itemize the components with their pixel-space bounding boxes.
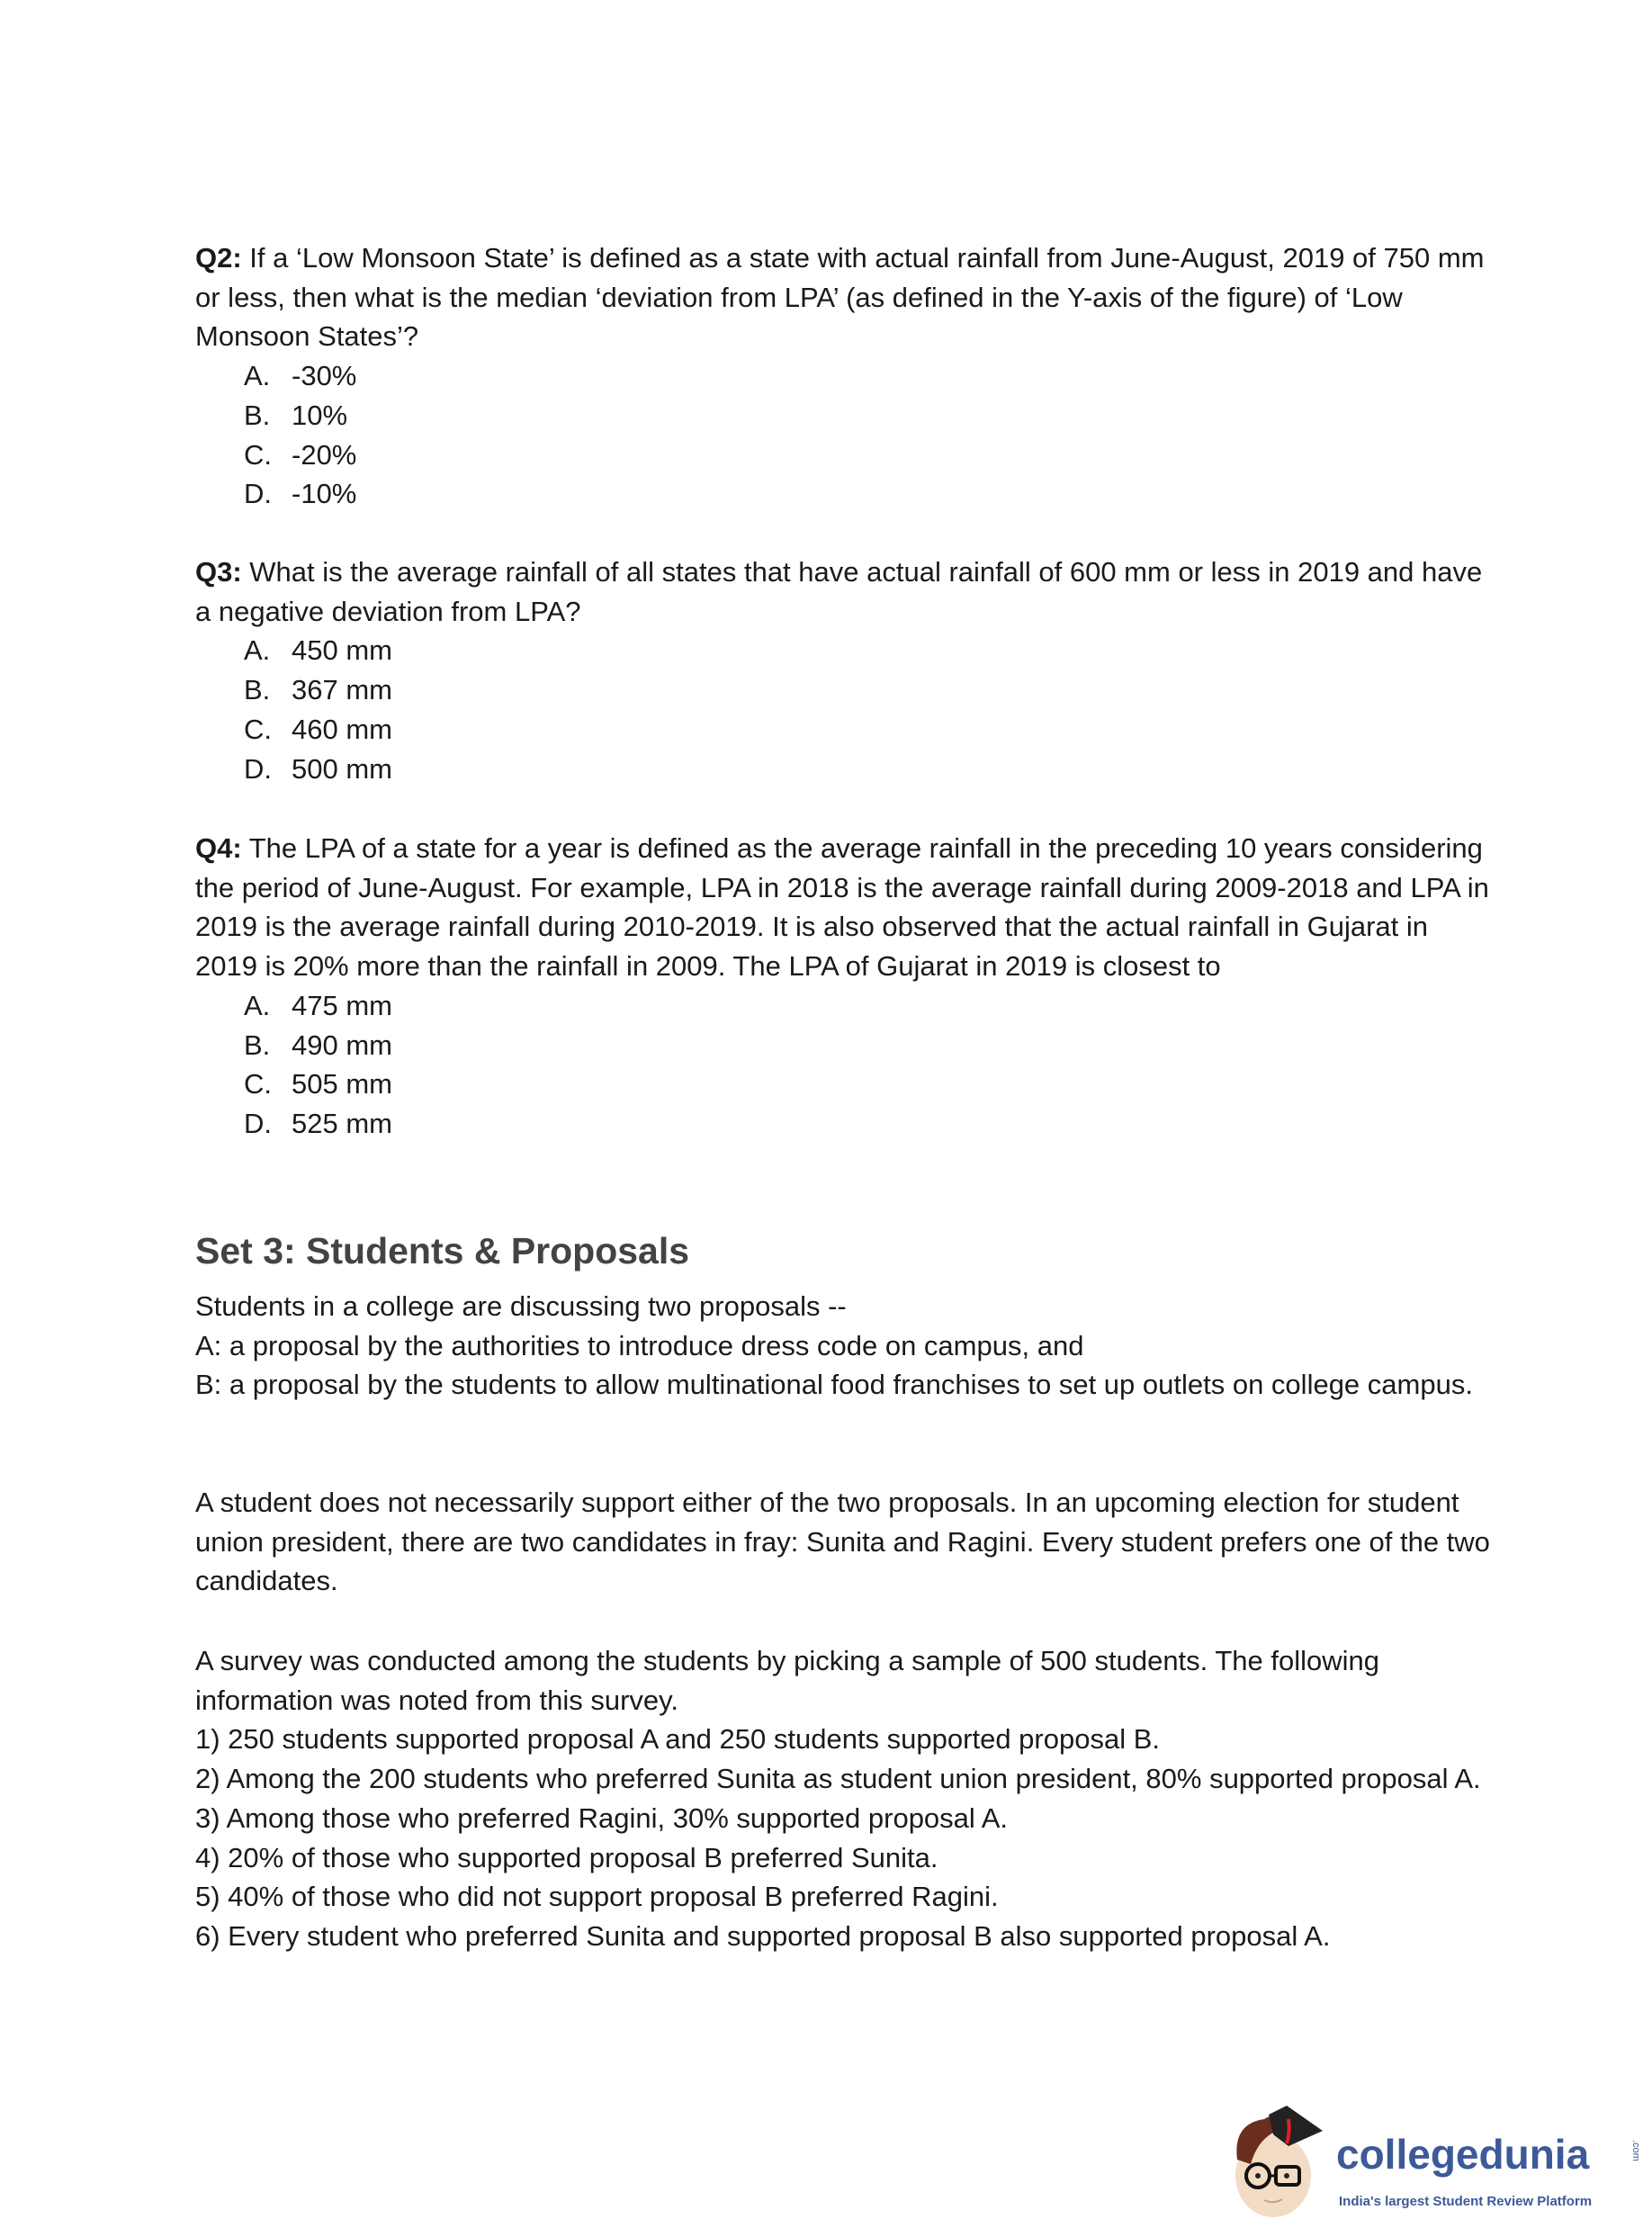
survey-fact: 2) Among the 200 students who preferred Sunita as student union president, 80% supported proposal A. xyxy=(195,1763,1481,1795)
brand-tagline: India's largest Student Review Platform xyxy=(1339,2194,1593,2209)
candidates-paragraph xyxy=(195,1483,1491,1601)
option-letter: D. xyxy=(244,478,272,510)
option xyxy=(195,474,1491,514)
question-4 xyxy=(195,829,1491,1144)
option xyxy=(195,750,1491,789)
intro-paragraph xyxy=(195,1287,1491,1405)
option-letter: A. xyxy=(244,360,271,392)
survey-fact: 3) Among those who preferred Ragini, 30% supported proposal A. xyxy=(195,1801,1008,1834)
option xyxy=(195,1104,1491,1144)
question-3-text xyxy=(195,553,1491,631)
option xyxy=(195,1065,1491,1104)
text-line: A student does not necessarily support either of the two proposals. In an upcoming election for student union president, there are two candidates in fray: Sunita and Ragini. Every student prefers one of the two candidates. xyxy=(195,1487,1490,1597)
option-text: 475 mm xyxy=(292,989,392,1021)
option-text: 450 mm xyxy=(292,634,392,667)
option-letter: C. xyxy=(244,713,272,745)
survey-fact: 1) 250 students supported proposal A and 250 students supported proposal B. xyxy=(195,1723,1160,1756)
option-text: 367 mm xyxy=(292,674,392,706)
option-text: 490 mm xyxy=(292,1029,392,1061)
option xyxy=(195,631,1491,670)
text-line: B: a proposal by the students to allow multinational food franchises to set up outlets on college campus. xyxy=(195,1369,1473,1401)
option xyxy=(195,1026,1491,1065)
option-text: -20% xyxy=(292,438,357,471)
option-letter: D. xyxy=(244,1107,272,1139)
option xyxy=(195,356,1491,396)
options-list xyxy=(195,631,1491,788)
text-line: Students in a college are discussing two proposals -- xyxy=(195,1290,847,1322)
question-label: Q3: xyxy=(195,556,242,588)
question-3 xyxy=(195,553,1491,788)
text-line: A survey was conducted among the students by picking a sample of 500 students. The following information was noted from this survey. xyxy=(195,1645,1379,1716)
question-body: What is the average rainfall of all states that have actual rainfall of 600 mm or less in 2019 and have a negative deviation from LPA? xyxy=(195,556,1483,627)
section-heading: Set 3: Students & Proposals xyxy=(195,1230,690,1271)
option-text: 500 mm xyxy=(292,752,392,785)
brand-suffix: .com xyxy=(1630,2140,1641,2161)
option-text: 10% xyxy=(292,399,348,431)
option xyxy=(195,670,1491,710)
option-letter: B. xyxy=(244,674,271,706)
option-letter: C. xyxy=(244,438,272,471)
student-mascot-icon xyxy=(1224,2097,1336,2223)
survey-fact: 6) Every student who preferred Sunita and supported proposal B also supported proposal A. xyxy=(195,1919,1331,1952)
question-2 xyxy=(195,238,1491,514)
option xyxy=(195,986,1491,1026)
survey-fact: 5) 40% of those who did not support proposal B preferred Ragini. xyxy=(195,1881,999,1913)
survey-paragraph xyxy=(195,1641,1491,1956)
question-label: Q4: xyxy=(195,832,242,864)
option-letter: B. xyxy=(244,1029,271,1061)
option-letter: D. xyxy=(244,752,272,785)
option xyxy=(195,710,1491,750)
question-body: If a ‘Low Monsoon State’ is defined as a state with actual rainfall from June-August, 2019 of 750 mm or less, then what is the median ‘deviation from LPA’ (as defined in the Y-axis of the figure) of ‘Low Monsoon States’? xyxy=(195,242,1485,353)
collegedunia-logo xyxy=(1224,2097,1647,2223)
text-line: A: a proposal by the authorities to introduce dress code on campus, and xyxy=(195,1329,1084,1361)
question-body: The LPA of a state for a year is defined as the average rainfall in the preceding 10 years considering the period of June-August. For example, LPA in 2018 is the average rainfall during 2009-2018 and LPA in 2019 is the average rainfall during 2010-2019. It is also observed that the actual rainfall in Gujarat in 2019 is 20% more than the rainfall in 2009. The LPA of Gujarat in 2019 is closest to xyxy=(195,832,1489,983)
brand-name: collegedunia xyxy=(1336,2131,1590,2178)
question-4-text xyxy=(195,829,1491,986)
options-list xyxy=(195,986,1491,1144)
option-letter: A. xyxy=(244,989,271,1021)
option-letter: A. xyxy=(244,634,271,667)
option xyxy=(195,396,1491,436)
options-list xyxy=(195,356,1491,514)
option xyxy=(195,436,1491,475)
option-text: -30% xyxy=(292,360,357,392)
option-letter: C. xyxy=(244,1068,272,1101)
option-text: 460 mm xyxy=(292,713,392,745)
question-label: Q2: xyxy=(195,242,242,274)
option-letter: B. xyxy=(244,399,271,431)
option-text: 505 mm xyxy=(292,1068,392,1101)
option-text: 525 mm xyxy=(292,1107,392,1139)
question-2-text xyxy=(195,238,1491,356)
survey-fact: 4) 20% of those who supported proposal B preferred Sunita. xyxy=(195,1841,938,1873)
option-text: -10% xyxy=(292,478,357,510)
